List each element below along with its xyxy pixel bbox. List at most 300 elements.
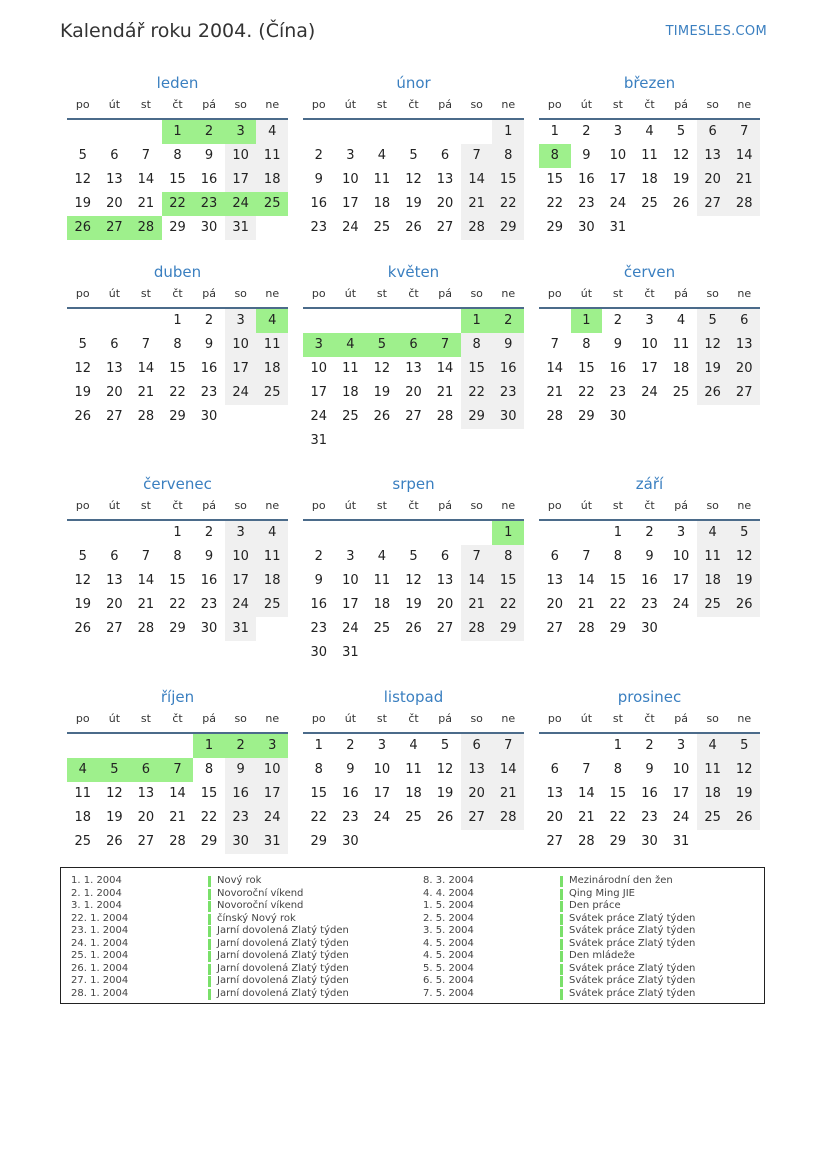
day-cell: 4	[377, 549, 387, 564]
legend-marker	[208, 926, 211, 937]
day-cell: 13	[728, 333, 760, 357]
weekday-header	[67, 283, 288, 309]
day-cell: 29	[169, 409, 186, 424]
legend-row	[423, 975, 695, 988]
holiday-day: 1	[461, 309, 493, 333]
day-cell: 10	[373, 762, 391, 777]
legend-date: 26. 1. 2004	[71, 962, 129, 974]
day-cell: 15	[169, 361, 186, 376]
weekday-label: po	[311, 499, 326, 512]
legend-row	[71, 888, 349, 901]
legend-date: 4. 4. 2004	[423, 887, 474, 899]
day-cell: 13	[405, 361, 422, 376]
legend-name: Qing Ming JIE	[569, 887, 636, 899]
empty-cell	[335, 309, 367, 333]
day-cell: 24	[641, 385, 658, 400]
day-cell: 5	[440, 738, 450, 753]
day-cell: 26	[436, 810, 454, 825]
day-cell: 22	[578, 385, 595, 400]
day-cell: 17	[342, 196, 359, 211]
day-cell: 3	[645, 313, 654, 328]
weekday-label: čt	[408, 287, 419, 300]
day-cell: 20	[546, 597, 564, 612]
day-cell: 28	[436, 409, 454, 424]
day-cell: 10	[225, 545, 257, 569]
day-cell: 5	[78, 148, 87, 163]
day-cell: 1	[173, 525, 182, 540]
day-grid	[539, 734, 760, 854]
day-cell: 13	[106, 573, 123, 588]
day-cell: 30	[641, 834, 658, 849]
day-cell: 11	[256, 545, 288, 569]
day-cell: 6	[461, 734, 493, 758]
legend-marker	[208, 914, 211, 925]
day-cell: 4	[377, 148, 387, 163]
day-cell: 10	[342, 573, 359, 588]
weekday-label: st	[140, 98, 151, 111]
day-cell: 23	[609, 385, 627, 400]
day-cell: 9	[645, 549, 654, 564]
day-cell: 13	[546, 786, 564, 801]
weekday-label: pá	[202, 499, 216, 512]
day-cell: 26	[106, 834, 123, 849]
weekday-label: st	[140, 287, 151, 300]
empty-cell	[99, 309, 131, 333]
empty-cell	[461, 120, 493, 144]
day-cell: 11	[342, 361, 359, 376]
weekday-label: so	[234, 287, 247, 300]
day-cell: 15	[492, 168, 524, 192]
holiday-day: 1	[193, 734, 225, 758]
day-cell: 22	[492, 192, 524, 216]
day-cell: 30	[225, 830, 257, 854]
weekday-label: čt	[172, 98, 183, 111]
month-duben	[67, 261, 288, 429]
weekday-label: pá	[202, 287, 216, 300]
day-cell: 7	[141, 337, 151, 352]
day-cell: 27	[728, 381, 760, 405]
day-cell: 19	[672, 172, 690, 187]
holiday-day: 1	[492, 521, 524, 545]
day-cell: 3	[613, 124, 623, 139]
day-cell: 30	[200, 621, 218, 636]
weekday-label: ne	[501, 287, 516, 300]
day-cell: 18	[697, 782, 729, 806]
weekday-label: so	[706, 287, 719, 300]
day-cell: 22	[461, 381, 493, 405]
empty-cell	[303, 309, 335, 333]
day-cell: 19	[74, 385, 92, 400]
day-cell: 6	[110, 337, 119, 352]
weekday-label: ne	[737, 287, 752, 300]
month-name: červen	[623, 263, 676, 281]
day-cell: 14	[137, 361, 155, 376]
day-cell: 31	[310, 433, 328, 448]
weekday-label: po	[547, 98, 562, 111]
weekday-label: čt	[172, 287, 183, 300]
day-cell: 13	[106, 361, 123, 376]
legend-marker	[560, 989, 563, 1000]
weekday-label: čt	[644, 499, 655, 512]
day-cell: 25	[256, 593, 288, 617]
legend-date: 25. 1. 2004	[71, 950, 129, 961]
day-cell: 25	[672, 385, 690, 400]
day-cell: 18	[672, 361, 690, 376]
holiday-day: 7	[162, 758, 194, 782]
day-cell: 12	[405, 172, 422, 187]
day-cell: 29	[609, 621, 627, 636]
legend-marker	[560, 914, 563, 925]
legend-date: 3. 5. 2004	[423, 925, 474, 936]
day-cell: 9	[645, 762, 654, 777]
month-name: listopad	[383, 688, 444, 706]
day-cell: 6	[550, 549, 559, 564]
day-cell: 13	[137, 786, 155, 801]
day-cell: 8	[173, 148, 182, 163]
day-cell: 16	[310, 597, 328, 612]
holiday-day: 23	[193, 192, 225, 216]
month-únor	[303, 72, 524, 240]
weekday-label: so	[470, 499, 483, 512]
empty-cell	[335, 521, 367, 545]
day-cell: 30	[310, 645, 328, 660]
weekday-header	[67, 708, 288, 734]
legend-name: Den práce	[569, 900, 621, 911]
day-cell: 10	[225, 144, 257, 168]
legend-date: 22. 1. 2004	[71, 912, 129, 924]
weekday-label: ne	[265, 499, 280, 512]
weekday-label: pá	[674, 712, 688, 725]
day-cell: 3	[225, 309, 257, 333]
day-cell: 23	[310, 220, 328, 235]
day-cell: 17	[672, 786, 690, 801]
day-cell: 18	[342, 385, 359, 400]
legend-marker	[208, 976, 211, 987]
weekday-label: čt	[408, 712, 419, 725]
holiday-day: 3	[256, 734, 288, 758]
day-cell: 16	[200, 573, 218, 588]
empty-cell	[366, 521, 398, 545]
legend-name: Novoroční víkend	[217, 900, 304, 911]
day-cell: 4	[676, 313, 686, 328]
day-cell: 14	[137, 172, 155, 187]
month-říjen	[67, 686, 288, 854]
day-cell: 12	[74, 361, 92, 376]
day-cell: 21	[578, 810, 595, 825]
day-cell: 10	[641, 337, 658, 352]
day-cell: 14	[728, 144, 760, 168]
month-listopad	[303, 686, 524, 854]
day-cell: 16	[310, 196, 328, 211]
day-cell: 17	[609, 172, 627, 187]
legend-row	[423, 963, 695, 976]
day-cell: 2	[645, 738, 654, 753]
weekday-label: st	[376, 287, 387, 300]
brand-link[interactable]: TIMESLES.COM	[665, 24, 767, 39]
weekday-label: po	[311, 98, 326, 111]
day-cell: 2	[346, 738, 355, 753]
day-cell: 11	[256, 333, 288, 357]
day-cell: 18	[697, 569, 729, 593]
day-cell: 14	[492, 758, 524, 782]
day-cell: 24	[225, 593, 257, 617]
weekday-label: pá	[202, 98, 216, 111]
legend-row	[71, 963, 349, 976]
legend-marker	[208, 939, 211, 950]
day-cell: 12	[436, 762, 454, 777]
weekday-label: ne	[265, 287, 280, 300]
day-cell: 30	[200, 409, 218, 424]
empty-cell	[429, 120, 461, 144]
weekday-header	[67, 94, 288, 120]
legend-marker	[560, 889, 563, 900]
day-cell: 31	[609, 220, 627, 235]
day-cell: 21	[578, 597, 595, 612]
weekday-label: ne	[737, 712, 752, 725]
day-cell: 12	[74, 573, 92, 588]
day-cell: 20	[106, 385, 123, 400]
day-cell: 23	[200, 597, 218, 612]
day-cell: 2	[582, 124, 591, 139]
day-cell: 25	[74, 834, 92, 849]
weekday-label: út	[344, 499, 357, 512]
day-cell: 20	[106, 597, 123, 612]
weekday-label: po	[75, 712, 90, 725]
day-cell: 12	[672, 148, 690, 163]
day-cell: 31	[225, 216, 257, 240]
legend-date: 5. 5. 2004	[423, 962, 474, 974]
legend-date: 24. 1. 2004	[71, 937, 129, 949]
day-cell: 2	[314, 549, 323, 564]
holiday-day: 7	[429, 333, 461, 357]
day-cell: 25	[256, 381, 288, 405]
legend-name: Mezinárodní den žen	[569, 875, 673, 886]
day-cell: 26	[672, 196, 690, 211]
weekday-label: čt	[644, 98, 655, 111]
day-cell: 7	[141, 148, 151, 163]
day-cell: 29	[492, 617, 524, 641]
weekday-label: so	[706, 98, 719, 111]
weekday-label: pá	[438, 287, 452, 300]
day-cell: 8	[492, 545, 524, 569]
day-cell: 20	[697, 168, 729, 192]
weekday-label: so	[234, 98, 247, 111]
day-cell: 27	[106, 621, 123, 636]
day-cell: 15	[200, 786, 218, 801]
day-cell: 7	[492, 734, 524, 758]
day-cell: 5	[697, 309, 729, 333]
weekday-header	[539, 283, 760, 309]
legend-name: Jarní dovolená Zlatý týden	[217, 937, 349, 949]
day-cell: 21	[461, 192, 493, 216]
holiday-legend	[60, 867, 765, 1004]
empty-cell	[461, 521, 493, 545]
day-cell: 11	[373, 172, 391, 187]
day-cell: 22	[169, 597, 186, 612]
day-cell: 4	[256, 521, 288, 545]
weekday-label: čt	[644, 712, 655, 725]
day-cell: 26	[728, 806, 760, 830]
legend-row	[71, 925, 349, 938]
legend-marker	[208, 951, 211, 962]
day-cell: 24	[342, 621, 359, 636]
day-cell: 15	[609, 573, 627, 588]
day-cell: 17	[225, 569, 257, 593]
day-cell: 30	[200, 220, 218, 235]
day-cell: 17	[310, 385, 328, 400]
empty-cell	[303, 120, 335, 144]
day-cell: 21	[137, 385, 155, 400]
day-cell: 28	[169, 834, 186, 849]
day-cell: 30	[342, 834, 359, 849]
month-srpen	[303, 473, 524, 665]
legend-marker	[560, 964, 563, 975]
weekday-label: ne	[265, 712, 280, 725]
legend-marker	[560, 951, 563, 962]
day-cell: 18	[256, 569, 288, 593]
day-cell: 8	[314, 762, 323, 777]
day-cell: 28	[137, 409, 155, 424]
day-cell: 15	[310, 786, 328, 801]
legend-date: 6. 5. 2004	[423, 975, 474, 986]
day-cell: 27	[436, 220, 454, 235]
day-cell: 5	[676, 124, 686, 139]
legend-column-left	[71, 875, 349, 1000]
day-cell: 8	[492, 144, 524, 168]
day-cell: 17	[373, 786, 391, 801]
day-cell: 6	[440, 549, 450, 564]
holiday-day: 26	[67, 216, 99, 240]
weekday-label: st	[140, 499, 151, 512]
day-cell: 25	[405, 810, 422, 825]
legend-date: 2. 5. 2004	[423, 912, 474, 924]
legend-row	[71, 975, 349, 988]
day-cell: 3	[346, 549, 355, 564]
day-cell: 11	[256, 144, 288, 168]
day-cell: 28	[578, 621, 595, 636]
day-cell: 30	[641, 621, 658, 636]
day-grid	[539, 120, 760, 240]
day-grid	[67, 309, 288, 429]
day-cell: 10	[672, 762, 690, 777]
day-cell: 13	[436, 573, 454, 588]
weekday-label: čt	[172, 499, 183, 512]
day-cell: 3	[377, 738, 387, 753]
day-cell: 10	[256, 758, 288, 782]
day-cell: 20	[436, 597, 454, 612]
day-cell: 20	[106, 196, 123, 211]
legend-row	[423, 888, 695, 901]
day-cell: 25	[373, 220, 391, 235]
day-cell: 14	[169, 786, 186, 801]
day-cell: 9	[204, 549, 214, 564]
legend-name: Jarní dovolená Zlatý týden	[217, 975, 349, 986]
legend-marker	[208, 989, 211, 1000]
day-cell: 15	[578, 361, 595, 376]
day-cell: 25	[697, 806, 729, 830]
day-cell: 17	[672, 573, 690, 588]
day-cell: 7	[461, 144, 493, 168]
empty-cell	[99, 521, 131, 545]
day-cell: 24	[225, 381, 257, 405]
empty-cell	[130, 521, 162, 545]
day-cell: 26	[74, 621, 92, 636]
day-cell: 31	[225, 617, 257, 641]
day-cell: 23	[200, 385, 218, 400]
day-cell: 30	[492, 405, 524, 429]
day-cell: 19	[436, 786, 454, 801]
legend-date: 27. 1. 2004	[71, 975, 129, 986]
weekday-label: ne	[265, 98, 280, 111]
holiday-day: 27	[99, 216, 131, 240]
day-cell: 11	[697, 758, 729, 782]
day-cell: 4	[697, 734, 729, 758]
weekday-label: pá	[438, 98, 452, 111]
day-cell: 1	[492, 120, 524, 144]
holiday-day: 3	[225, 120, 257, 144]
weekday-label: pá	[202, 712, 216, 725]
holiday-day: 4	[256, 309, 288, 333]
holiday-day: 6	[398, 333, 430, 357]
day-cell: 16	[200, 172, 218, 187]
legend-date: 28. 1. 2004	[71, 987, 129, 999]
day-cell: 2	[314, 148, 323, 163]
holiday-day: 5	[366, 333, 398, 357]
day-cell: 9	[613, 337, 623, 352]
empty-cell	[335, 120, 367, 144]
day-cell: 16	[200, 361, 218, 376]
empty-cell	[366, 309, 398, 333]
day-cell: 28	[492, 806, 524, 830]
legend-date: 1. 1. 2004	[71, 875, 122, 886]
day-cell: 2	[204, 525, 214, 540]
month-červen	[539, 261, 760, 429]
day-cell: 3	[346, 148, 355, 163]
day-cell: 3	[676, 525, 686, 540]
day-cell: 9	[204, 148, 214, 163]
day-cell: 7	[461, 545, 493, 569]
day-cell: 19	[405, 597, 422, 612]
legend-marker	[208, 964, 211, 975]
weekday-label: so	[706, 712, 719, 725]
day-cell: 9	[314, 172, 323, 187]
weekday-label: so	[470, 287, 483, 300]
month-name: srpen	[392, 475, 435, 493]
day-cell: 9	[346, 762, 355, 777]
day-cell: 21	[728, 168, 760, 192]
day-cell: 7	[582, 762, 591, 777]
day-cell: 19	[728, 569, 760, 593]
day-cell: 27	[546, 621, 564, 636]
weekday-label: út	[580, 712, 593, 725]
legend-name: Nový rok	[217, 875, 262, 886]
holiday-day: 2	[193, 120, 225, 144]
day-cell: 16	[225, 782, 257, 806]
day-cell: 20	[405, 385, 422, 400]
weekday-header	[303, 94, 524, 120]
day-cell: 16	[609, 361, 627, 376]
weekday-label: st	[612, 98, 623, 111]
weekday-label: po	[75, 98, 90, 111]
holiday-day: 22	[162, 192, 194, 216]
legend-name: Svátek práce Zlatý týden	[569, 987, 696, 999]
empty-cell	[99, 734, 131, 758]
month-leden	[67, 72, 288, 240]
legend-row	[423, 900, 695, 913]
legend-row	[423, 925, 695, 938]
legend-row	[71, 875, 349, 888]
day-cell: 13	[106, 172, 123, 187]
